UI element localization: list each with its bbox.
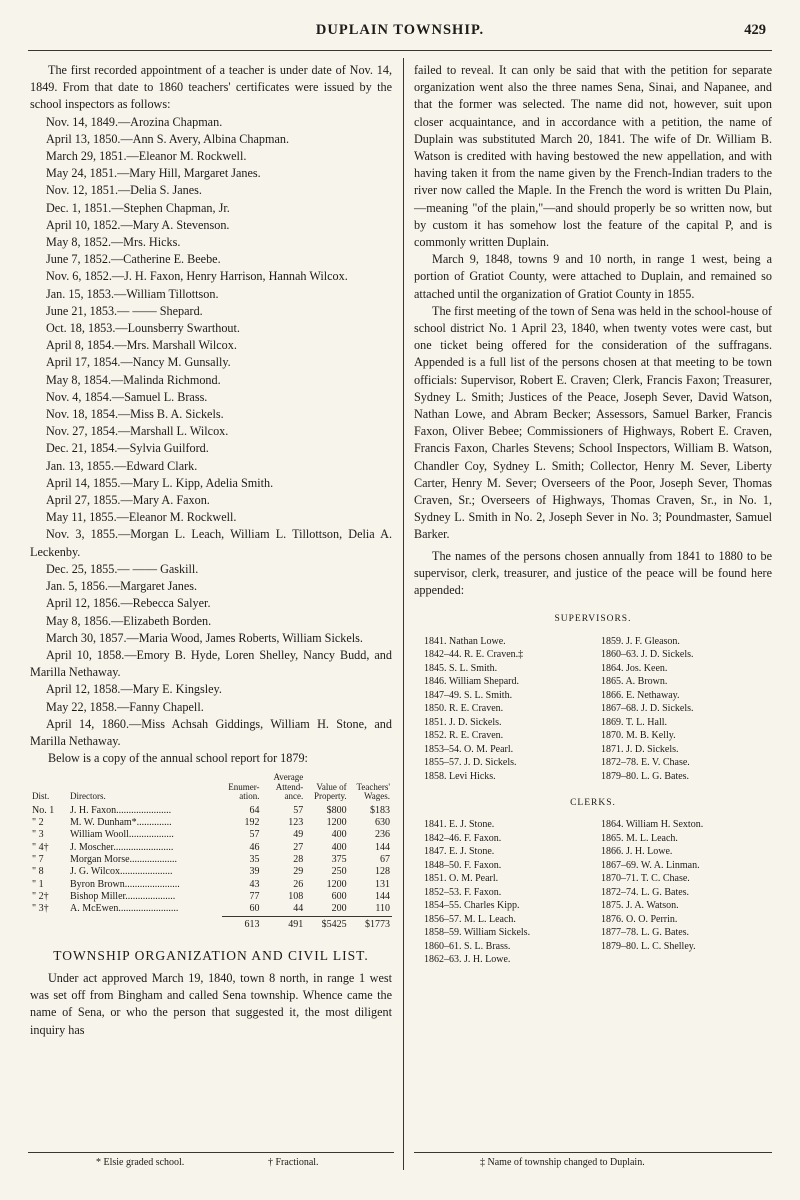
- list-item: 1852. R. E. Craven.: [424, 730, 504, 741]
- table-cell: 144: [375, 841, 390, 853]
- certificate-entry: May 8, 1852.—Mrs. Hicks.: [46, 235, 181, 250]
- table-cell: Byron Brown......................: [70, 878, 180, 890]
- table-cell: 123: [288, 817, 304, 829]
- organization-paragraph: Under act approved March 19, 1840, town 8 north, in range 1 west was set off from Bingham and called Sena township. Whence came the name of Sena, or who the person that suggested it, the most diligent inquiry has: [30, 971, 392, 1037]
- certificate-entry: Nov. 14, 1849.—Arozina Chapman.: [46, 114, 223, 129]
- table-cell: 67: [380, 854, 390, 866]
- list-item: 1866. E. Nethaway.: [601, 689, 680, 701]
- supervisors-heading: SUPERVISORS.: [554, 614, 632, 625]
- table-row: [30, 805, 392, 817]
- list-item: 1852–53. F. Faxon.: [424, 886, 502, 898]
- table-cell: 46: [249, 841, 260, 853]
- list-item: 1865. M. L. Leach.: [601, 832, 678, 844]
- table-cell: $183: [370, 804, 390, 816]
- list-item: 1859. J. F. Gleason.: [601, 635, 680, 647]
- footnote-elsie: * Elsie graded school.: [96, 1157, 185, 1168]
- header-rule: [28, 50, 772, 51]
- list-item: 1870. M. B. Kelly.: [601, 730, 676, 741]
- list-item: 1864. William H. Sexton.: [601, 819, 704, 831]
- list-item: 1847. E. J. Stone.: [424, 846, 495, 858]
- certificate-entry: Dec. 25, 1855.— —— Gaskill.: [46, 561, 199, 576]
- table-cell: 44: [293, 903, 304, 915]
- total-cell: 491: [262, 916, 306, 931]
- list-item: 1872–78. E. V. Chase.: [601, 757, 690, 768]
- table-cell: A. McEwen........................: [70, 903, 179, 915]
- clerks-heading: CLERKS.: [570, 798, 616, 808]
- list-item: 1864. Jos. Keen.: [601, 662, 668, 674]
- table-cell: No. 1: [32, 804, 55, 816]
- list-item: 1869. T. L. Hall.: [601, 716, 668, 728]
- table-cell: 28: [293, 854, 304, 866]
- report-column-header: Enumer-ation.: [228, 781, 260, 802]
- right-column: [414, 62, 772, 967]
- certificate-entry: April 12, 1858.—Mary E. Kingsley.: [46, 682, 222, 697]
- footnote-name-change: ‡ Name of township changed to Duplain.: [480, 1157, 645, 1168]
- certificate-entry: Jan. 13, 1855.—Edward Clark.: [46, 458, 198, 473]
- table-cell: " 8: [32, 866, 44, 878]
- table-cell: " 3†: [32, 903, 49, 915]
- list-item: 1875. J. A. Watson.: [601, 900, 679, 912]
- table-cell: 60: [249, 903, 260, 915]
- certificate-entry: April 13, 1850.—Ann S. Avery, Albina Chapman.: [46, 131, 290, 146]
- report-column-header: Average Attend-ance.: [273, 772, 304, 802]
- certificate-entry: March 29, 1851.—Eleanor M. Rockwell.: [46, 149, 247, 164]
- page-header: [28, 20, 772, 44]
- report-column-header: Teachers' Wages.: [356, 781, 390, 802]
- clerks-list-left: [414, 818, 595, 967]
- list-item: 1850. R. E. Craven.: [424, 703, 504, 714]
- total-cell: 613: [222, 916, 262, 931]
- list-item: 1866. J. H. Lowe.: [601, 846, 673, 858]
- table-cell: " 7: [32, 854, 44, 866]
- right-paragraph-4: The names of the persons chosen annually from 1841 to 1880 to be supervisor, clerk, treasurer, and justice of the peace will be found here appended:: [414, 548, 772, 598]
- table-cell: 57: [249, 829, 260, 841]
- table-cell: 110: [375, 903, 390, 915]
- list-item: 1879–80. L. C. Shelley.: [601, 940, 696, 952]
- table-cell: J. G. Wilcox.....................: [70, 866, 173, 878]
- table-row: [30, 866, 392, 878]
- certificate-entry: Nov. 3, 1855.—Morgan L. Leach, William L. Tillottson, Delia A. Leckenby.: [30, 527, 392, 559]
- table-cell: 1200: [326, 878, 347, 890]
- clerks-list: [414, 818, 772, 967]
- list-item: 1841. E. J. Stone.: [424, 819, 495, 831]
- table-cell: 43: [249, 878, 260, 890]
- table-cell: 57: [293, 804, 304, 816]
- footnote-rule-left: [28, 1152, 394, 1153]
- certificate-entry: May 24, 1851.—Mary Hill, Margaret Janes.: [46, 166, 261, 181]
- list-item: 1870–71. T. C. Chase.: [601, 873, 690, 885]
- table-cell: J. H. Faxon......................: [70, 804, 172, 816]
- table-cell: 27: [293, 841, 304, 853]
- supervisors-list-right: [595, 635, 772, 784]
- table-row: [30, 903, 392, 916]
- list-item: 1858. Levi Hicks.: [424, 770, 496, 782]
- certificate-entry: Oct. 18, 1853.—Lounsberry Swarthout.: [46, 321, 240, 336]
- list-item: 1845. S. L. Smith.: [424, 662, 498, 674]
- certificate-entry: Nov. 6, 1852.—J. H. Faxon, Henry Harrison, Hannah Wilcox.: [46, 269, 348, 284]
- certificate-entry: Dec. 21, 1854.—Sylvia Guilford.: [46, 441, 209, 456]
- list-item: 1867–69. W. A. Linman.: [601, 859, 700, 871]
- list-item: 1856–57. M. L. Leach.: [424, 913, 516, 925]
- list-item: 1860–61. S. L. Brass.: [424, 940, 511, 952]
- certificate-entry: April 10, 1858.—Emory B. Hyde, Loren Shelley, Nancy Budd, and Marilla Nethaway.: [30, 647, 392, 680]
- total-cell: $1773: [349, 916, 392, 931]
- table-cell: 236: [375, 829, 390, 841]
- footnote-fractional: † Fractional.: [268, 1157, 319, 1168]
- footnote-rule-right: [414, 1152, 772, 1153]
- table-cell: 250: [331, 866, 347, 878]
- table-cell: [68, 916, 222, 931]
- list-item: 1871. J. D. Sickels.: [601, 743, 679, 755]
- list-item: 1865. A. Brown.: [601, 676, 668, 687]
- report-column-header: Value of Property.: [314, 781, 347, 802]
- table-cell: [30, 916, 68, 931]
- certificate-entry: April 14, 1855.—Mary L. Kipp, Adelia Smith.: [46, 475, 274, 490]
- certificate-entry: Nov. 4, 1854.—Samuel L. Brass.: [46, 389, 208, 404]
- table-cell: $800: [326, 804, 347, 816]
- table-cell: 35: [249, 854, 260, 866]
- table-cell: 128: [375, 866, 390, 878]
- list-item: 1842–44. R. E. Craven.‡: [424, 649, 524, 660]
- list-item: 1877–78. L. G. Bates.: [601, 927, 690, 939]
- certificate-list: [30, 114, 392, 751]
- list-item: 1846. William Shepard.: [424, 676, 519, 687]
- list-item: 1862–63. J. H. Lowe.: [424, 954, 511, 966]
- table-cell: 108: [288, 890, 304, 902]
- table-cell: 1200: [326, 817, 347, 829]
- supervisors-list: [414, 635, 772, 784]
- totals-row: [30, 916, 392, 931]
- table-cell: William Wooll..................: [70, 829, 174, 841]
- list-item: 1848–50. F. Faxon.: [424, 859, 502, 871]
- table-cell: 29: [293, 866, 304, 878]
- table-cell: 131: [375, 878, 390, 890]
- table-cell: " 1: [32, 878, 44, 890]
- certificate-entry: Dec. 1, 1851.—Stephen Chapman, Jr.: [46, 200, 230, 215]
- table-cell: 77: [249, 890, 260, 902]
- table-cell: 64: [249, 804, 260, 816]
- table-row: [30, 879, 392, 891]
- table-cell: " 2†: [32, 890, 49, 902]
- table-cell: " 2: [32, 817, 44, 829]
- table-cell: Bishop Miller....................: [70, 890, 176, 902]
- table-cell: J. Moscher........................: [70, 841, 174, 853]
- right-paragraph-1: failed to reveal. It can only be said that with the petition for separate organization went also the three names Sena, Sinai, and Napanee, and that the former was selected. The name did not, however, suit upon closer acquaintance, and in accordance with a petition, the name of Duplain was substituted March 20, 1841. The wife of Dr. William B. Watson is credited with having bestowed the new appellation, and with having taken it from the name given by the French-Indian traders to the river now called the Maple. In the French the word is written Du Plain,—meaning "of the plain,"—and should properly be so written now, but by custom it has somehow lost the feature of the capital P, and is commonly written Duplain.: [414, 63, 772, 250]
- right-paragraph-3: The first meeting of the town of Sena was held in the school-house of school district No. 1 April 23, 1840, when twenty votes were cast, but one ticket being offered for the consideration of the suffragans. Appended is a full list of the persons chosen at that meeting to be town officials: Supervisor, Robert E. Craven; Clerk, Francis Faxon; Treasurer, Sydney L. Smith; Justices of the Peace, Joseph Sever, David Watson, Nathan Lowe, and Abram Becker; Assessors, Samuel Barker, Francis Faxon, Oliver Bebee; Commissioners of Highways, Robert E. Craven, Francis Faxon, Charles Stevens; School Inspectors, William B. Watson, Chandler Coy, Sydney L. Smith; Collector, Henry M. Sever, Liberty Carter, Henry M. Sever; Overseers of the Poor, Joseph Sever, Thomas Craven, Sr.; Overseers of Highways, Thomas Craven, Sr., in No. 1, Sydney L. Smith in No. 2, Joseph Sever in No. 3; Poundmaster, Samuel Barker.: [414, 303, 772, 542]
- certificate-entry: Nov. 18, 1854.—Miss B. A. Sickels.: [46, 407, 224, 422]
- certificate-entry: Jan. 15, 1853.—William Tillottson.: [46, 286, 219, 301]
- table-cell: 200: [331, 903, 347, 915]
- table-cell: 192: [244, 817, 260, 829]
- table-cell: " 4†: [32, 841, 49, 853]
- table-cell: M. W. Dunham*..............: [70, 817, 172, 829]
- list-item: 1855–57. J. D. Sickels.: [424, 757, 517, 768]
- clerks-list-right: [595, 818, 772, 967]
- left-column: [30, 62, 392, 1039]
- list-item: 1842–46. F. Faxon.: [424, 832, 502, 844]
- table-cell: 400: [331, 841, 347, 853]
- list-item: 1876. O. O. Perrin.: [601, 913, 678, 925]
- certificate-entry: May 11, 1855.—Eleanor M. Rockwell.: [46, 510, 237, 525]
- list-item: 1879–80. L. G. Bates.: [601, 770, 690, 782]
- list-item: 1872–74. L. G. Bates.: [601, 886, 690, 898]
- list-item: 1851. J. D. Sickels.: [424, 716, 502, 728]
- certificate-entry: May 8, 1856.—Elizabeth Borden.: [46, 613, 212, 628]
- column-divider: [403, 58, 404, 1170]
- table-cell: 600: [331, 890, 347, 902]
- report-column-header: Directors.: [70, 791, 106, 802]
- certificate-entry: June 7, 1852.—Catherine E. Beebe.: [46, 252, 221, 267]
- certificate-entry: Nov. 27, 1854.—Marshall L. Wilcox.: [46, 424, 229, 439]
- list-item: 1858–59. William Sickels.: [424, 927, 531, 939]
- list-item: 1860–63. J. D. Sickels.: [601, 649, 694, 660]
- certificate-entry: Jan. 5, 1856.—Margaret Janes.: [46, 579, 198, 594]
- list-item: 1851. O. M. Pearl.: [424, 873, 499, 885]
- total-cell: $5425: [305, 916, 348, 931]
- list-item: 1841. Nathan Lowe.: [424, 635, 506, 647]
- certificate-entry: April 27, 1855.—Mary A. Faxon.: [46, 493, 210, 508]
- table-row: [30, 842, 392, 854]
- list-item: 1847–49. S. L. Smith.: [424, 689, 513, 701]
- running-head: DUPLAIN TOWNSHIP.: [315, 22, 485, 38]
- table-cell: 630: [375, 817, 390, 829]
- certificate-entry: April 12, 1856.—Rebecca Salyer.: [46, 596, 211, 611]
- certificate-entry: May 22, 1858.—Fanny Chapell.: [46, 699, 204, 714]
- certificate-entry: April 17, 1854.—Nancy M. Gunsally.: [46, 355, 231, 370]
- certificate-entry: April 8, 1854.—Mrs. Marshall Wilcox.: [46, 338, 237, 353]
- certificate-entry: June 21, 1853.— —— Shepard.: [46, 303, 203, 318]
- certificate-entry: April 10, 1852.—Mary A. Stevenson.: [46, 217, 230, 232]
- table-cell: 375: [331, 854, 347, 866]
- school-report-table: [30, 773, 392, 930]
- list-item: 1854–55. Charles Kipp.: [424, 900, 520, 912]
- report-column-header: Dist.: [32, 791, 50, 802]
- certificate-entry: May 8, 1854.—Malinda Richmond.: [46, 372, 221, 387]
- certificate-entry: April 14, 1860.—Miss Achsah Giddings, William H. Stone, and Marilla Nethaway.: [30, 716, 392, 748]
- table-cell: " 3: [32, 829, 44, 841]
- table-row: [30, 854, 392, 866]
- report-intro: Below is a copy of the annual school report for 1879:: [48, 751, 308, 766]
- certificate-entry: Nov. 12, 1851.—Delia S. Janes.: [46, 183, 202, 198]
- list-item: 1867–68. J. D. Sickels.: [601, 703, 694, 714]
- table-row: [30, 817, 392, 829]
- list-item: 1853–54. O. M. Pearl.: [424, 743, 514, 755]
- table-cell: 26: [293, 878, 304, 890]
- intro-paragraph: The first recorded appointment of a teacher is under date of Nov. 14, 1849. From that date to 1860 teachers' certificates were issued by the school inspectors as follows:: [30, 63, 392, 112]
- page-number: 429: [744, 22, 766, 38]
- report-table-body: [30, 805, 392, 931]
- right-paragraph-2: March 9, 1848, towns 9 and 10 north, in range 1 west, being a portion of Gratiot County, were attached to Duplain, and remained so attached until the organization of Gratiot County in 1855.: [414, 252, 772, 301]
- table-cell: 49: [293, 829, 304, 841]
- supervisors-list-left: [414, 635, 595, 784]
- report-table-header: [30, 773, 392, 805]
- table-cell: 400: [331, 829, 347, 841]
- table-cell: 39: [249, 866, 260, 878]
- table-row: [30, 829, 392, 841]
- section-title: TOWNSHIP ORGANIZATION AND CIVIL LIST.: [53, 947, 369, 963]
- table-cell: 144: [375, 890, 390, 902]
- certificate-entry: March 30, 1857.—Maria Wood, James Roberts, William Sickels.: [46, 630, 363, 645]
- table-cell: Morgan Morse...................: [70, 854, 178, 866]
- table-row: [30, 891, 392, 903]
